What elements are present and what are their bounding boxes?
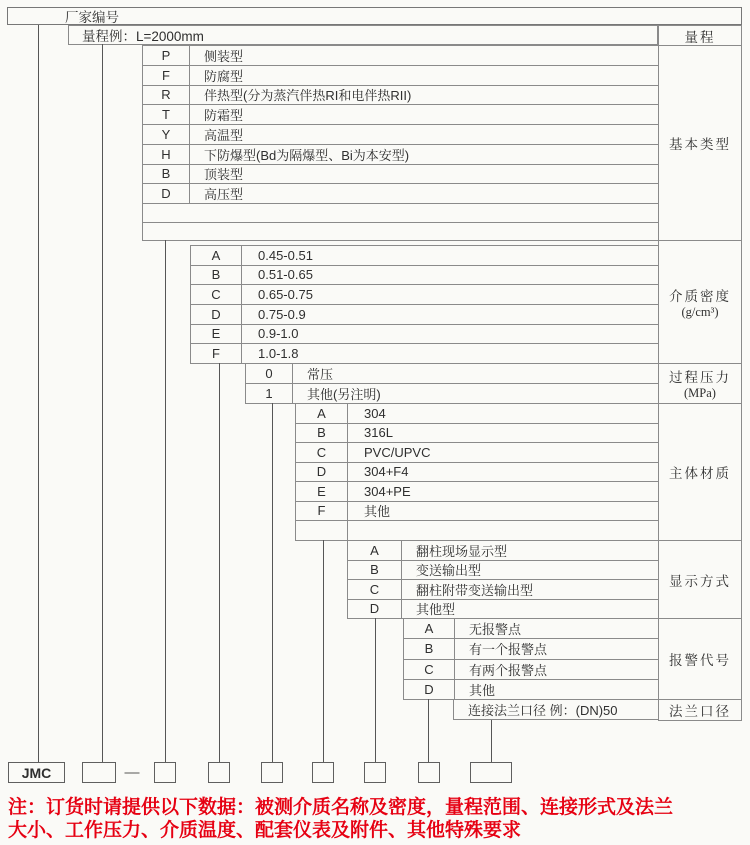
- table-row: [246, 384, 658, 404]
- desc-cell: 304: [364, 405, 386, 421]
- table-row: [191, 246, 658, 266]
- code-cell: C: [191, 285, 242, 304]
- connector-line-manufacturer: [38, 25, 39, 762]
- desc-cell: 316L: [364, 425, 393, 441]
- desc-cell: 304+PE: [364, 483, 411, 499]
- category-label-material: 主体材质: [659, 404, 741, 541]
- desc-cell: [190, 223, 658, 241]
- code-cell: E: [191, 325, 242, 344]
- code-cell: B: [348, 561, 402, 580]
- table-row: [348, 541, 658, 561]
- flange-size-row: [453, 699, 658, 720]
- code-cell: A: [191, 246, 242, 265]
- connector-line-density: [219, 363, 220, 762]
- table-row: [404, 680, 658, 700]
- desc-cell: 其他(另注明): [307, 387, 381, 402]
- table-row: [246, 364, 658, 384]
- desc-cell: 0.65-0.75: [258, 287, 313, 303]
- connector-line-basic: [165, 240, 166, 762]
- table-row: [296, 443, 658, 463]
- table-row: [143, 105, 658, 125]
- code-cell: [296, 521, 348, 540]
- code-cell: R: [143, 86, 190, 105]
- code-cell: 0: [246, 364, 293, 383]
- desc-cell: 1.0-1.8: [258, 346, 299, 362]
- code-cell: [143, 204, 190, 222]
- table-row: [191, 266, 658, 286]
- code-box-material: [312, 762, 334, 783]
- category-label-density: 介质密度 (g/cm³): [659, 241, 741, 364]
- connector-line-flange: [491, 720, 492, 762]
- code-cell: D: [404, 680, 455, 699]
- category-column: [658, 25, 742, 721]
- basic-type-table: [142, 45, 658, 241]
- table-row: [296, 424, 658, 444]
- order-note-line2: 大小、工作压力、介质温度、配套仪表及附件、其他特殊要求: [8, 820, 522, 841]
- table-row: [404, 639, 658, 659]
- table-row: [348, 561, 658, 581]
- code-cell: A: [404, 619, 455, 638]
- model-prefix-box: JMC: [8, 762, 65, 783]
- code-cell: B: [296, 424, 348, 443]
- desc-cell: 变送输出型: [416, 563, 482, 579]
- order-note: [8, 796, 746, 842]
- order-note-line1: 注：订货时请提供以下数据：被测介质名称及密度，量程范围、连接形式及法兰: [8, 797, 674, 818]
- code-box-range: [82, 762, 116, 783]
- category-label-flange: 法兰口径: [659, 700, 741, 721]
- table-row: [143, 86, 658, 106]
- code-cell: D: [348, 600, 402, 619]
- desc-cell: 0.9-1.0: [258, 326, 299, 342]
- desc-cell: 侧装型: [204, 48, 244, 64]
- code-cell: C: [296, 443, 348, 462]
- connector-line-pressure: [272, 403, 273, 762]
- table-row: [143, 66, 658, 86]
- code-cell: C: [404, 660, 455, 679]
- code-box-basic: [154, 762, 176, 783]
- manufacturer-code-label: 厂家编号: [65, 10, 119, 25]
- code-cell: F: [191, 344, 242, 363]
- code-box-flange: [470, 762, 512, 783]
- category-label-alarm: 报警代号: [659, 619, 741, 700]
- connector-line-range: [102, 44, 103, 762]
- desc-cell: 0.45-0.51: [258, 247, 313, 263]
- desc-cell: 有两个报警点: [469, 662, 548, 678]
- table-row: [296, 463, 658, 483]
- desc-cell: 连接法兰口径 例：(DN)50: [468, 703, 618, 718]
- code-cell: H: [143, 145, 190, 164]
- connector-line-material: [323, 540, 324, 762]
- table-row: [143, 165, 658, 185]
- connector-line-alarm: [428, 699, 429, 762]
- code-cell: B: [191, 266, 242, 285]
- code-cell: F: [143, 66, 190, 85]
- code-cell: D: [296, 463, 348, 482]
- process-pressure-table: [245, 363, 658, 404]
- manufacturer-code-box: [7, 7, 742, 25]
- code-cell: C: [348, 580, 402, 599]
- table-row: [404, 660, 658, 680]
- category-label-basic: 基本类型: [659, 46, 741, 241]
- desc-cell: 0.51-0.65: [258, 267, 313, 283]
- desc-cell: 无报警点: [469, 622, 522, 638]
- table-row: [191, 344, 658, 364]
- code-cell: P: [143, 46, 190, 65]
- body-material-table: [295, 403, 658, 541]
- desc-cell: 下防爆型(Bd为隔爆型、Bi为本安型): [204, 147, 410, 163]
- empty-table-row: [296, 521, 658, 541]
- code-cell: B: [404, 639, 455, 658]
- desc-cell: [190, 204, 658, 222]
- table-row: [191, 305, 658, 325]
- desc-cell: 防腐型: [204, 68, 244, 84]
- table-row: [143, 125, 658, 145]
- category-label-range: 量程: [659, 26, 741, 46]
- connector-line-display: [375, 618, 376, 762]
- table-row: [404, 619, 658, 639]
- desc-cell: 其他: [469, 682, 496, 698]
- table-row: [143, 46, 658, 66]
- desc-cell: 常压: [307, 367, 334, 382]
- code-cell: D: [191, 305, 242, 324]
- desc-cell: PVC/UPVC: [364, 444, 431, 460]
- empty-table-row: [143, 223, 658, 242]
- code-cell: B: [143, 165, 190, 184]
- desc-cell: 翻柱现场显示型: [416, 543, 508, 559]
- table-row: [191, 285, 658, 305]
- medium-density-table: [190, 245, 658, 364]
- range-example-label: 量程例：L=2000mm: [82, 29, 204, 44]
- alarm-code-table: [403, 618, 658, 700]
- desc-cell: 翻柱附带变送输出型: [416, 582, 534, 598]
- code-box-density: [208, 762, 230, 783]
- code-cell: A: [296, 404, 348, 423]
- desc-cell: 高压型: [204, 187, 244, 203]
- table-row: [191, 325, 658, 345]
- code-box-alarm: [418, 762, 440, 783]
- table-row: [296, 482, 658, 502]
- table-row: [143, 145, 658, 165]
- table-row: [296, 404, 658, 424]
- desc-cell: [348, 521, 658, 540]
- table-row: [143, 184, 658, 204]
- code-cell: 1: [246, 384, 293, 403]
- desc-cell: 有一个报警点: [469, 642, 548, 658]
- desc-cell: 伴热型(分为蒸汽伴热RI和电伴热RII): [204, 88, 412, 104]
- code-separator-dash: —: [124, 764, 140, 781]
- range-example-box: [68, 25, 658, 45]
- desc-cell: 0.75-0.9: [258, 306, 306, 322]
- table-row: [348, 580, 658, 600]
- code-cell: D: [143, 184, 190, 203]
- desc-cell: 顶装型: [204, 167, 244, 183]
- table-row: [348, 600, 658, 620]
- code-cell: E: [296, 482, 348, 501]
- table-row: [296, 502, 658, 522]
- code-cell: A: [348, 541, 402, 560]
- code-cell: [143, 223, 190, 241]
- code-cell: F: [296, 502, 348, 521]
- code-box-display: [364, 762, 386, 783]
- desc-cell: 防霜型: [204, 108, 244, 124]
- desc-cell: 304+F4: [364, 464, 409, 480]
- desc-cell: 其他型: [416, 602, 456, 618]
- category-label-pressure: 过程压力 (MPa): [659, 364, 741, 404]
- display-mode-table: [347, 540, 658, 619]
- code-cell: T: [143, 105, 190, 124]
- desc-cell: 高温型: [204, 127, 244, 143]
- code-cell: Y: [143, 125, 190, 144]
- code-box-pressure: [261, 762, 283, 783]
- desc-cell: 其他: [364, 504, 391, 520]
- empty-table-row: [143, 204, 658, 223]
- table-row: [454, 700, 658, 720]
- category-label-display: 显示方式: [659, 541, 741, 619]
